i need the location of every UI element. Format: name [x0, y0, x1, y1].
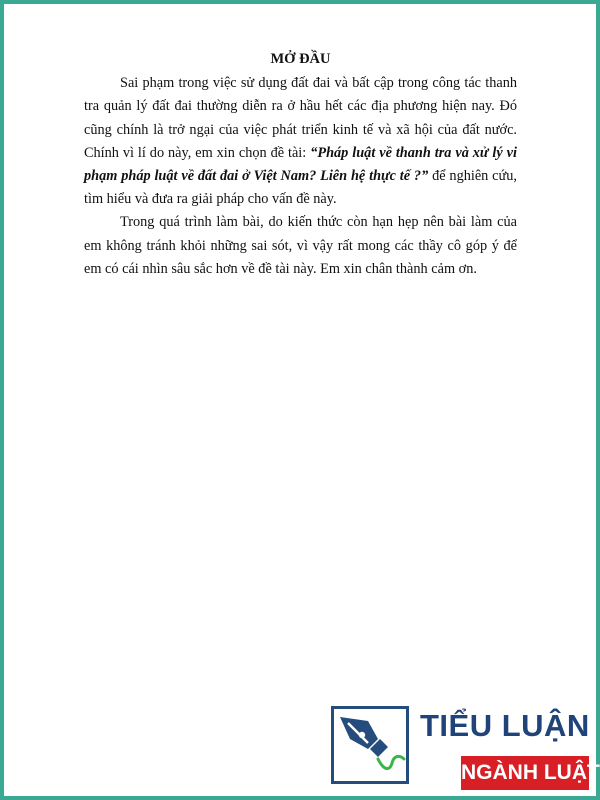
paragraph-intro-text-end: để nghiên cứu, tìm hiểu và đưa ra giải pháp cho vấn đề này. — [84, 168, 517, 208]
document-title: MỞ ĐẦU — [270, 51, 331, 67]
document-page — [84, 48, 517, 281]
logo-subtitle: NGÀNH LUẬT — [461, 756, 589, 790]
brand-logo — [331, 706, 600, 794]
topic-title: “Pháp luật về thanh tra và xử lý vi phạm pháp luật về đất đai ở Việt Nam? Liên hệ thực tế ?” — [84, 144, 517, 185]
logo-title: TIỂU LUẬN — [420, 708, 590, 743]
paragraph-intro — [84, 72, 517, 211]
pen-nib-icon — [331, 706, 409, 784]
paragraph-closing: Trong quá trình làm bài, do kiến thức còn hạn hẹp nên bài làm của em không tránh khỏi những sai sót, vì vậy rất mong các thầy cô góp ý để em có cái nhìn sâu sắc hơn về đề tài này. Em xin chân thành cảm ơn. — [84, 214, 517, 277]
paragraph-intro-text-start: Sai phạm trong việc sử dụng đất đai và bất cập trong công tác thanh tra quản lý đất đai thường diễn ra ở hầu hết các địa phương hiện nay. Đó cũng chính là trở ngại của việc phát triển kinh tế và xã hội của đất nước. Chính vì lí do này, em xin chọn đề tài: — [84, 75, 517, 161]
